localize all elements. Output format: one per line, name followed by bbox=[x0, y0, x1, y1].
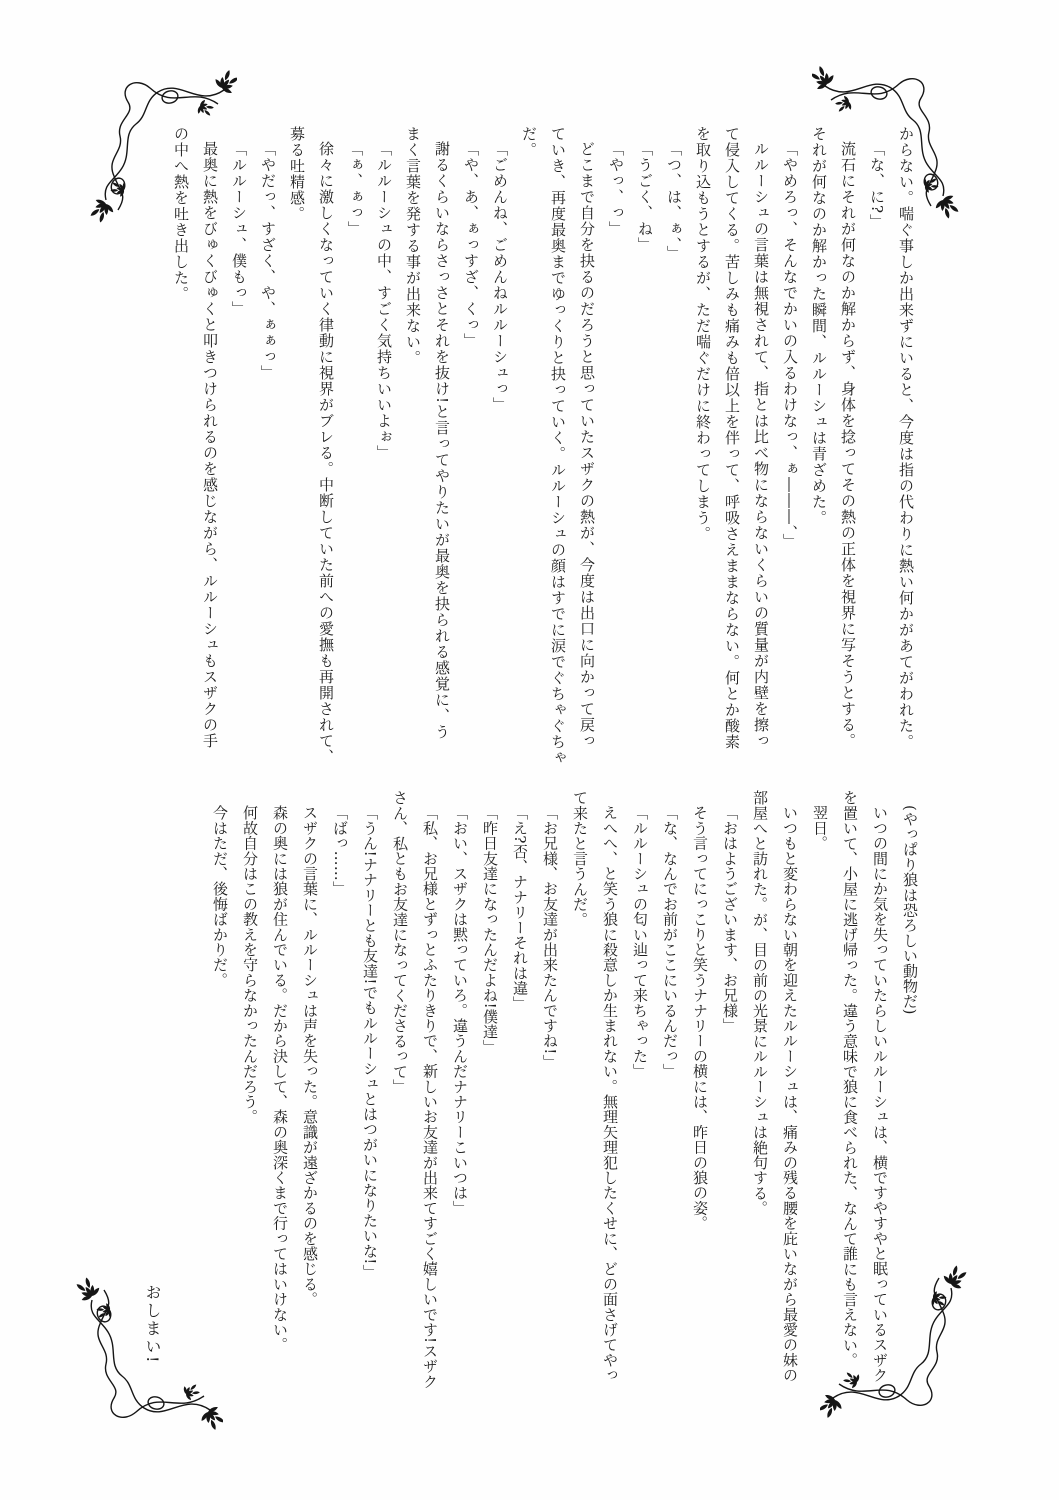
text-column: 謝るくらいならさっさとそれを抜け!と言ってやりたいが最奥を抉られる感覚に、う bbox=[433, 141, 451, 741]
text-column: 「つ、は、ぁ、」 bbox=[665, 141, 683, 262]
text-column: 「ルルーシュの中、すごく気持ちいいよぉ」 bbox=[375, 141, 393, 461]
text-column: それが何なのか解かった瞬間、ルルーシュは青ざめた。 bbox=[810, 126, 828, 526]
text-column: て侵入してくる。苦しみも痛みも倍以上を伴って、呼吸さえままならない。何とか酸素 bbox=[723, 126, 741, 750]
text-column: 「おはようございます、お兄様」 bbox=[721, 805, 739, 1033]
text-column: 「お兄様、お友達が出来たんですね!」 bbox=[541, 805, 559, 1070]
text-column: 「な、に?」 bbox=[868, 141, 886, 231]
text-column: 「私、お兄様とずっとふたりきりで、新しいお友達が出来てすごく嬉しいです!スザク bbox=[421, 805, 439, 1389]
text-column: からない。喘ぐ事しか出来ずにいると、今度は指の代わりに熱い何かがあてがわれた。 bbox=[897, 126, 915, 750]
text-column: 「ばっ……」 bbox=[331, 805, 349, 897]
text-column: 「や、あ、ぁっすざ、くっ」 bbox=[462, 141, 480, 349]
text-column: 「やだっ、すざく、や、ぁぁっ」 bbox=[259, 141, 277, 381]
text-column: 「え?否、ナナリーそれは違」 bbox=[511, 805, 529, 1011]
text-column: の中へ熱を吐き出した。 bbox=[172, 126, 190, 302]
text-column: 募る吐精感。 bbox=[288, 126, 306, 222]
text-column: 流石にそれが何なのか解からず、身体を捻ってその熱の正体を視界に写そうとする。 bbox=[839, 141, 857, 749]
text-column: 翌日。 bbox=[811, 805, 829, 851]
text-column: そう言ってにっこりと笑うナナリーの横には、昨日の狼の姿。 bbox=[691, 805, 709, 1231]
text-column: 今はただ、後悔ばかりだ。 bbox=[211, 805, 229, 988]
text-column: いつもと変わらない朝を迎えたルルーシュは、痛みの残る腰を庇いながら最愛の妹の bbox=[781, 805, 799, 1383]
text-column: 「ごめんね、ごめんねルルーシュっ」 bbox=[491, 141, 509, 413]
text-column: 最奥に熱をびゅくびゅくと叩きつけられるのを感じながら、ルルーシュもスザクの手 bbox=[201, 141, 219, 749]
text-column: て来たと言うんだ。 bbox=[571, 790, 589, 927]
text-column: ていき、再度最奥までゆっくりと抉っていく。ルルーシュの顔はすでに涙でぐちゃぐちゃ bbox=[549, 126, 567, 766]
text-column: 「うん!ナナリーとも友達!でもルルーシュとはつがいになりたいな!」 bbox=[361, 805, 379, 1280]
text-column: 徐々に激しくなっていく律動に視界がブレる。中断していた前への愛撫も再開されて、 bbox=[317, 141, 335, 765]
text-column: ルルーシュの言葉は無視されて、指とは比べ物にならないくらいの質量が内壁を擦っ bbox=[752, 141, 770, 749]
text-column: 「昨日友達になったんだよね!僕達」 bbox=[481, 805, 499, 1055]
text-column: 「ルルーシュの匂い辿って来ちゃった」 bbox=[631, 805, 649, 1079]
vertical-text-block-top bbox=[166, 126, 920, 786]
text-column: 「ルルーシュ、僕もっ」 bbox=[230, 141, 248, 317]
text-column: 「やっ、っ」 bbox=[607, 141, 625, 237]
text-column: 「うごく、ね」 bbox=[636, 141, 654, 253]
text-column: 「ぁ、ぁっ」 bbox=[346, 141, 364, 237]
text-column: スザクの言葉に、ルルーシュは声を失った。意識が遠ざかるのを感じる。 bbox=[301, 805, 319, 1307]
text-column: を置いて、小屋に逃げ帰った。違う意味で狼に食べられた、なんて誰にも言えない。 bbox=[841, 790, 859, 1368]
text-column: まく言葉を発する事が出来ない。 bbox=[404, 126, 422, 366]
text-column: どこまで自分を抉るのだろうと思っていたスザクの熱が、今度は出口に向かって戻っ bbox=[578, 141, 596, 749]
text-column: 「な、なんでお前がここにいるんだっ」 bbox=[661, 805, 679, 1079]
text-column: 部屋へと訪れた。が、目の前の光景にルルーシュは絶句する。 bbox=[751, 790, 769, 1216]
text-column: 何故自分はこの教えを守らなかったんだろう。 bbox=[241, 805, 259, 1125]
text-column: 森の奥には狼が住んでいる。だから決して、森の奥深くまで行ってはいけない。 bbox=[271, 805, 289, 1353]
text-column: を取り込もうとするが、ただ喘ぐだけに終わってしまう。 bbox=[694, 126, 712, 542]
text-column: さん、私ともお友達になってくださるって」 bbox=[391, 790, 409, 1094]
text-column: いつの間にか気を失っていたらしいルルーシュは、横ですやすやと眠っているスザク bbox=[871, 805, 889, 1383]
text-column: (やっぱり狼は恐ろしい動物だ) bbox=[901, 805, 919, 1015]
text-column: だ。 bbox=[520, 126, 538, 158]
text-column: えへへ、と笑う狼に殺意しか生まれない。無理矢理犯したくせに、どの面さげてやっ bbox=[601, 805, 619, 1383]
vertical-text-block-bottom bbox=[205, 790, 925, 1430]
text-column: 「おい、スザクは黙っていろ。違うんだナナリーこいつは」 bbox=[451, 805, 469, 1216]
text-column: 「やめろっ、そんなでかいの入るわけなっ、ぁ―――、」 bbox=[781, 141, 799, 550]
end-mark: おしまい! bbox=[143, 1284, 162, 1365]
